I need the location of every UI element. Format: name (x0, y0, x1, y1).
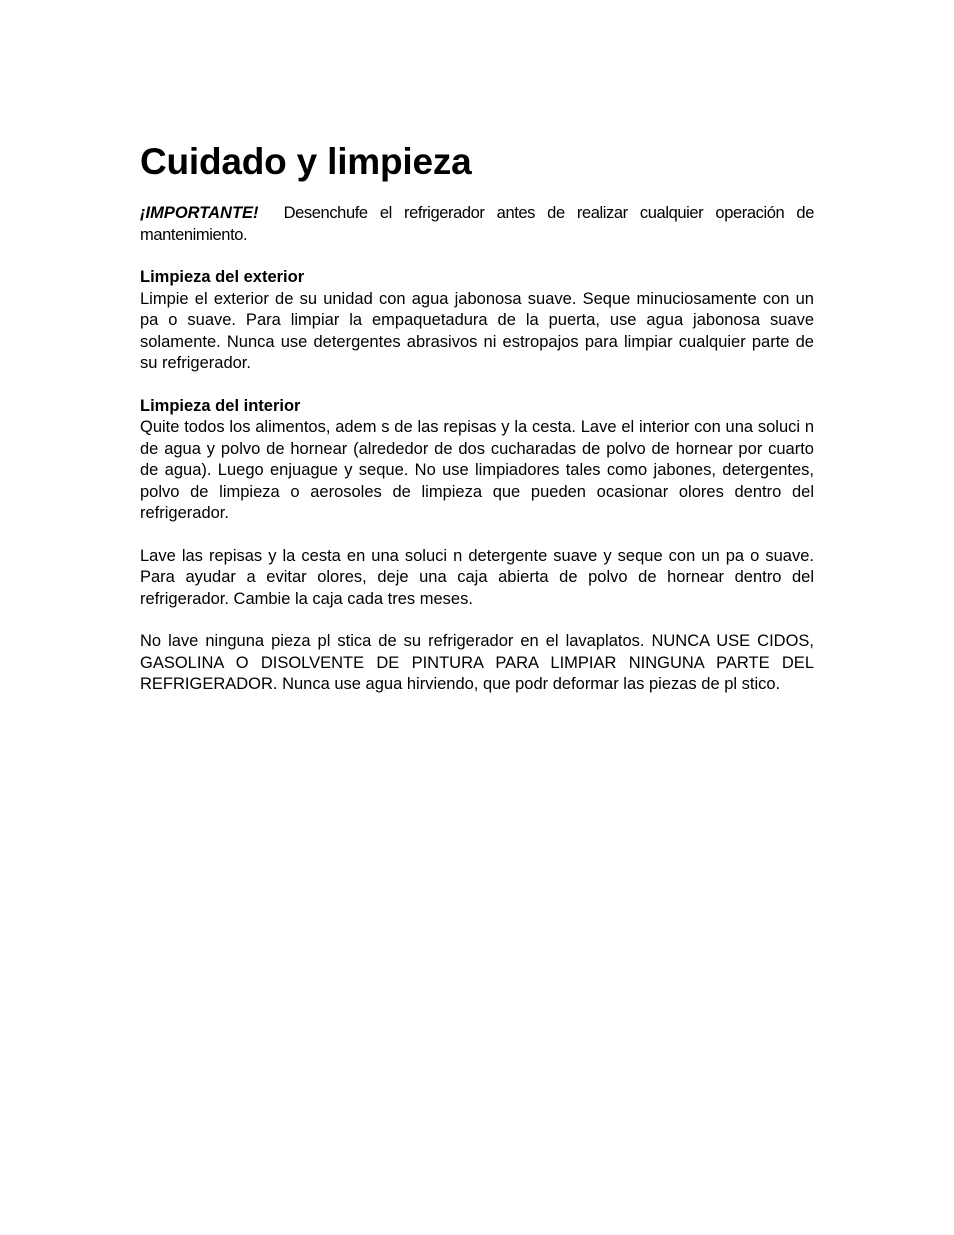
paragraph-interior-2: Lave las repisas y la cesta en una soluci n detergente suave y seque con un pa o suave. Para ayudar a evitar olores, deje una caja abierta de polvo de hornear dentro del refrigerador. Cambie la caja cada tres meses. (140, 546, 814, 608)
paragraph-interior-1: Quite todos los alimentos, adem s de las repisas y la cesta. Lave el interior con una soluci n de agua y polvo de hornear (alrededor de dos cucharadas de polvo de hornear por cuarto de agua). Luego enjuague y seque. No use limpiadores tales como jabones, detergentes, polvo de limpieza o aerosoles de limpieza que pueden ocasionar olores dentro del refrigerador. (140, 418, 814, 522)
section-heading-exterior: Limpieza del exterior (140, 268, 305, 286)
section-interior (140, 396, 814, 696)
section-heading-interior: Limpieza del interior (140, 396, 301, 415)
paragraph-interior-3: No lave ninguna pieza pl stica de su refrigerador en el lavaplatos. NUNCA USE CIDOS, GASOLINA O DISOLVENTE DE PINTURA PARA LIMPIAR NINGUNA PARTE DEL REFRIGERADOR. Nunca use agua hirviendo, que podr deformar las piezas de pl stico. (140, 632, 814, 693)
paragraph-exterior: Limpie el exterior de su unidad con agua jabonosa suave. Seque minuciosamente con un pa o suave. Para limpiar la empaquetadura de la puerta, use agua jabonosa suave solamente. Nunca use detergentes abrasivos ni estropajos para limpiar cualquier parte de su refrigerador. (140, 289, 814, 372)
document-page (140, 138, 814, 696)
section-exterior (140, 267, 814, 375)
important-notice (140, 203, 814, 246)
important-label: ¡IMPORTANTE! (140, 204, 259, 222)
page-title: Cuidado y limpieza (140, 141, 472, 182)
important-text: Desenchufe el refrigerador antes de realizar cualquier operación de mantenimiento. (140, 204, 814, 244)
